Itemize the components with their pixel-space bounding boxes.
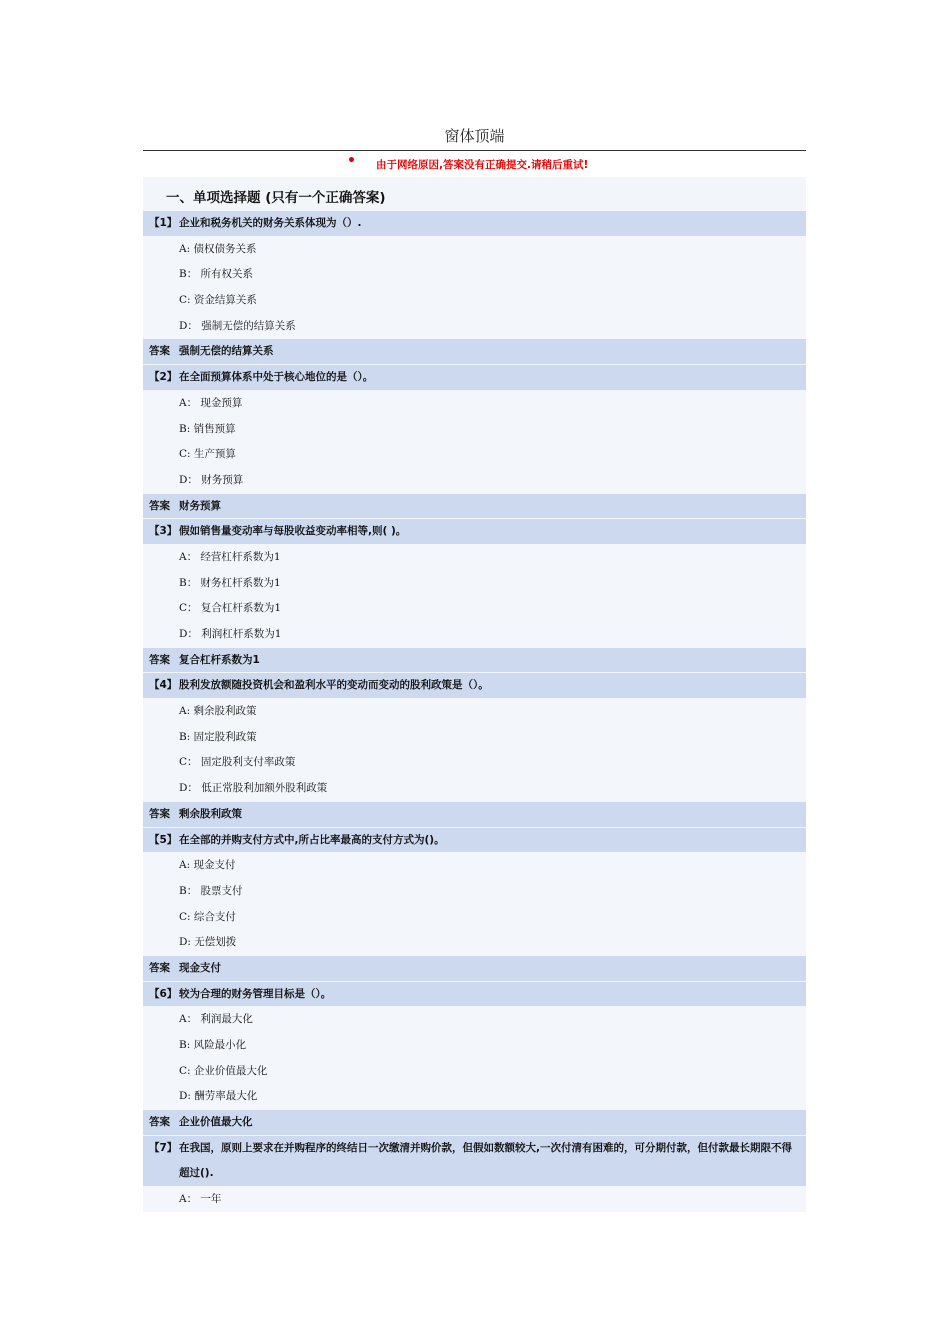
- option-text: C: 生产预算: [179, 448, 236, 461]
- option-text: C： 固定股利支付率政策: [179, 756, 296, 769]
- answer-row: [143, 956, 806, 981]
- question-text: 在全面预算体系中处于核心地位的是（）。: [179, 371, 374, 384]
- option-text: C： 复合杠杆系数为1: [179, 602, 282, 615]
- option-row[interactable]: [143, 725, 806, 750]
- option-text: D： 低正常股利加额外股利政策: [179, 782, 328, 795]
- option-row[interactable]: [143, 417, 806, 442]
- question-list: [143, 211, 806, 1211]
- question-row: [143, 519, 806, 544]
- question-text: 较为合理的财务管理目标是（）。: [179, 987, 332, 1000]
- option-text: B： 所有权关系: [179, 268, 254, 281]
- option-row[interactable]: [143, 237, 806, 262]
- question-number: 【4】: [149, 679, 178, 692]
- answer-label: 答案: [149, 499, 170, 512]
- option-row[interactable]: [143, 879, 806, 904]
- option-row[interactable]: [143, 930, 806, 955]
- option-row[interactable]: [143, 262, 806, 287]
- answer-text: 企业价值最大化: [179, 1116, 253, 1129]
- option-text: D： 财务预算: [179, 473, 244, 486]
- answer-text: 现金支付: [179, 961, 221, 974]
- option-row[interactable]: [143, 1033, 806, 1058]
- option-row[interactable]: [143, 596, 806, 621]
- bullet-icon: •: [347, 153, 356, 169]
- option-row[interactable]: [143, 314, 806, 339]
- option-text: B: 风险最小化: [179, 1039, 247, 1051]
- option-text: B: 销售预算: [179, 422, 236, 435]
- answer-row: [143, 1110, 806, 1135]
- option-text: C: 综合支付: [179, 910, 236, 923]
- option-row[interactable]: [143, 622, 806, 647]
- section-title: 一、单项选择题 (只有一个正确答案): [143, 177, 806, 211]
- option-text: D: 酬劳率最大化: [179, 1090, 258, 1103]
- option-text: B： 财务杠杆系数为1: [179, 576, 281, 589]
- answer-row: [143, 802, 806, 827]
- option-text: B: 固定股利政策: [179, 730, 257, 743]
- answer-row: [143, 494, 806, 519]
- question-number: 【7】: [149, 1141, 178, 1154]
- option-text: A： 现金预算: [179, 396, 243, 409]
- option-row[interactable]: [143, 442, 806, 467]
- answer-label: 答案: [149, 807, 170, 820]
- option-row[interactable]: [143, 545, 806, 570]
- answer-label: 答案: [149, 961, 170, 974]
- option-row[interactable]: [143, 1059, 806, 1084]
- option-text: C: 企业价值最大化: [179, 1064, 268, 1077]
- question-row: [143, 1136, 806, 1186]
- option-row[interactable]: [143, 571, 806, 596]
- option-row[interactable]: [143, 776, 806, 801]
- question-text: 在我国，原则上要求在并购程序的终结日一次缴清并购价款，但假如数额较大,一次付清有困难的，可分期付款，但付款最长期限不得超过().: [179, 1141, 792, 1179]
- option-text: A： 经营杠杆系数为1: [179, 550, 281, 563]
- option-row[interactable]: [143, 905, 806, 930]
- option-text: A： 一年: [179, 1192, 222, 1205]
- question-number: 【6】: [149, 987, 178, 1000]
- option-row[interactable]: [143, 391, 806, 416]
- form-top-label: 窗体顶端: [444, 127, 505, 145]
- question-row: [143, 828, 806, 853]
- question-row: [143, 365, 806, 390]
- quiz-panel: [143, 177, 806, 1212]
- option-row[interactable]: [143, 853, 806, 878]
- option-text: C: 资金结算关系: [179, 294, 257, 307]
- answer-label: 答案: [149, 345, 170, 358]
- question-row: [143, 982, 806, 1007]
- answer-label: 答案: [149, 1116, 170, 1129]
- question-number: 【1】: [149, 217, 178, 229]
- option-text: D： 利润杠杆系数为1: [179, 628, 282, 640]
- question-number: 【5】: [149, 833, 178, 846]
- question-text: 假如销售量变动率与每股收益变动率相等,则( )。: [179, 525, 407, 538]
- option-text: A: 剩余股利政策: [179, 705, 257, 718]
- answer-row: [143, 339, 806, 364]
- question-text: 在全部的并购支付方式中,所占比率最高的支付方式为()。: [179, 833, 445, 846]
- answer-label: 答案: [149, 653, 170, 666]
- question-row: [143, 673, 806, 698]
- question-number: 【2】: [149, 371, 178, 384]
- option-text: B： 股票支付: [179, 884, 243, 897]
- option-row[interactable]: [143, 1084, 806, 1109]
- option-text: D： 强制无偿的结算关系: [179, 319, 296, 332]
- question-row: [143, 211, 806, 236]
- question-text: 股利发放额随投资机会和盈利水平的变动而变动的股利政策是（）。: [179, 679, 489, 692]
- question-number: 【3】: [149, 525, 178, 538]
- top-divider: [143, 150, 806, 151]
- option-text: A： 利润最大化: [179, 1013, 253, 1026]
- option-row[interactable]: [143, 288, 806, 313]
- error-notice: [143, 153, 806, 172]
- option-row[interactable]: [143, 468, 806, 493]
- error-message: 由于网络原因,答案没有正确提交.请稍后重试!: [376, 159, 589, 171]
- answer-text: 剩余股利政策: [179, 807, 242, 820]
- option-text: D: 无偿划拨: [179, 936, 237, 949]
- answer-text: 财务预算: [179, 499, 221, 512]
- answer-text: 强制无偿的结算关系: [179, 345, 274, 358]
- option-text: A: 现金支付: [179, 859, 236, 872]
- question-text: 企业和税务机关的财务关系体现为（）.: [179, 217, 362, 229]
- option-row[interactable]: [143, 1187, 806, 1212]
- answer-text: 复合杠杆系数为1: [179, 653, 260, 666]
- option-row[interactable]: [143, 699, 806, 724]
- option-text: A: 债权债务关系: [179, 242, 257, 255]
- option-row[interactable]: [143, 750, 806, 775]
- answer-row: [143, 648, 806, 673]
- option-row[interactable]: [143, 1007, 806, 1032]
